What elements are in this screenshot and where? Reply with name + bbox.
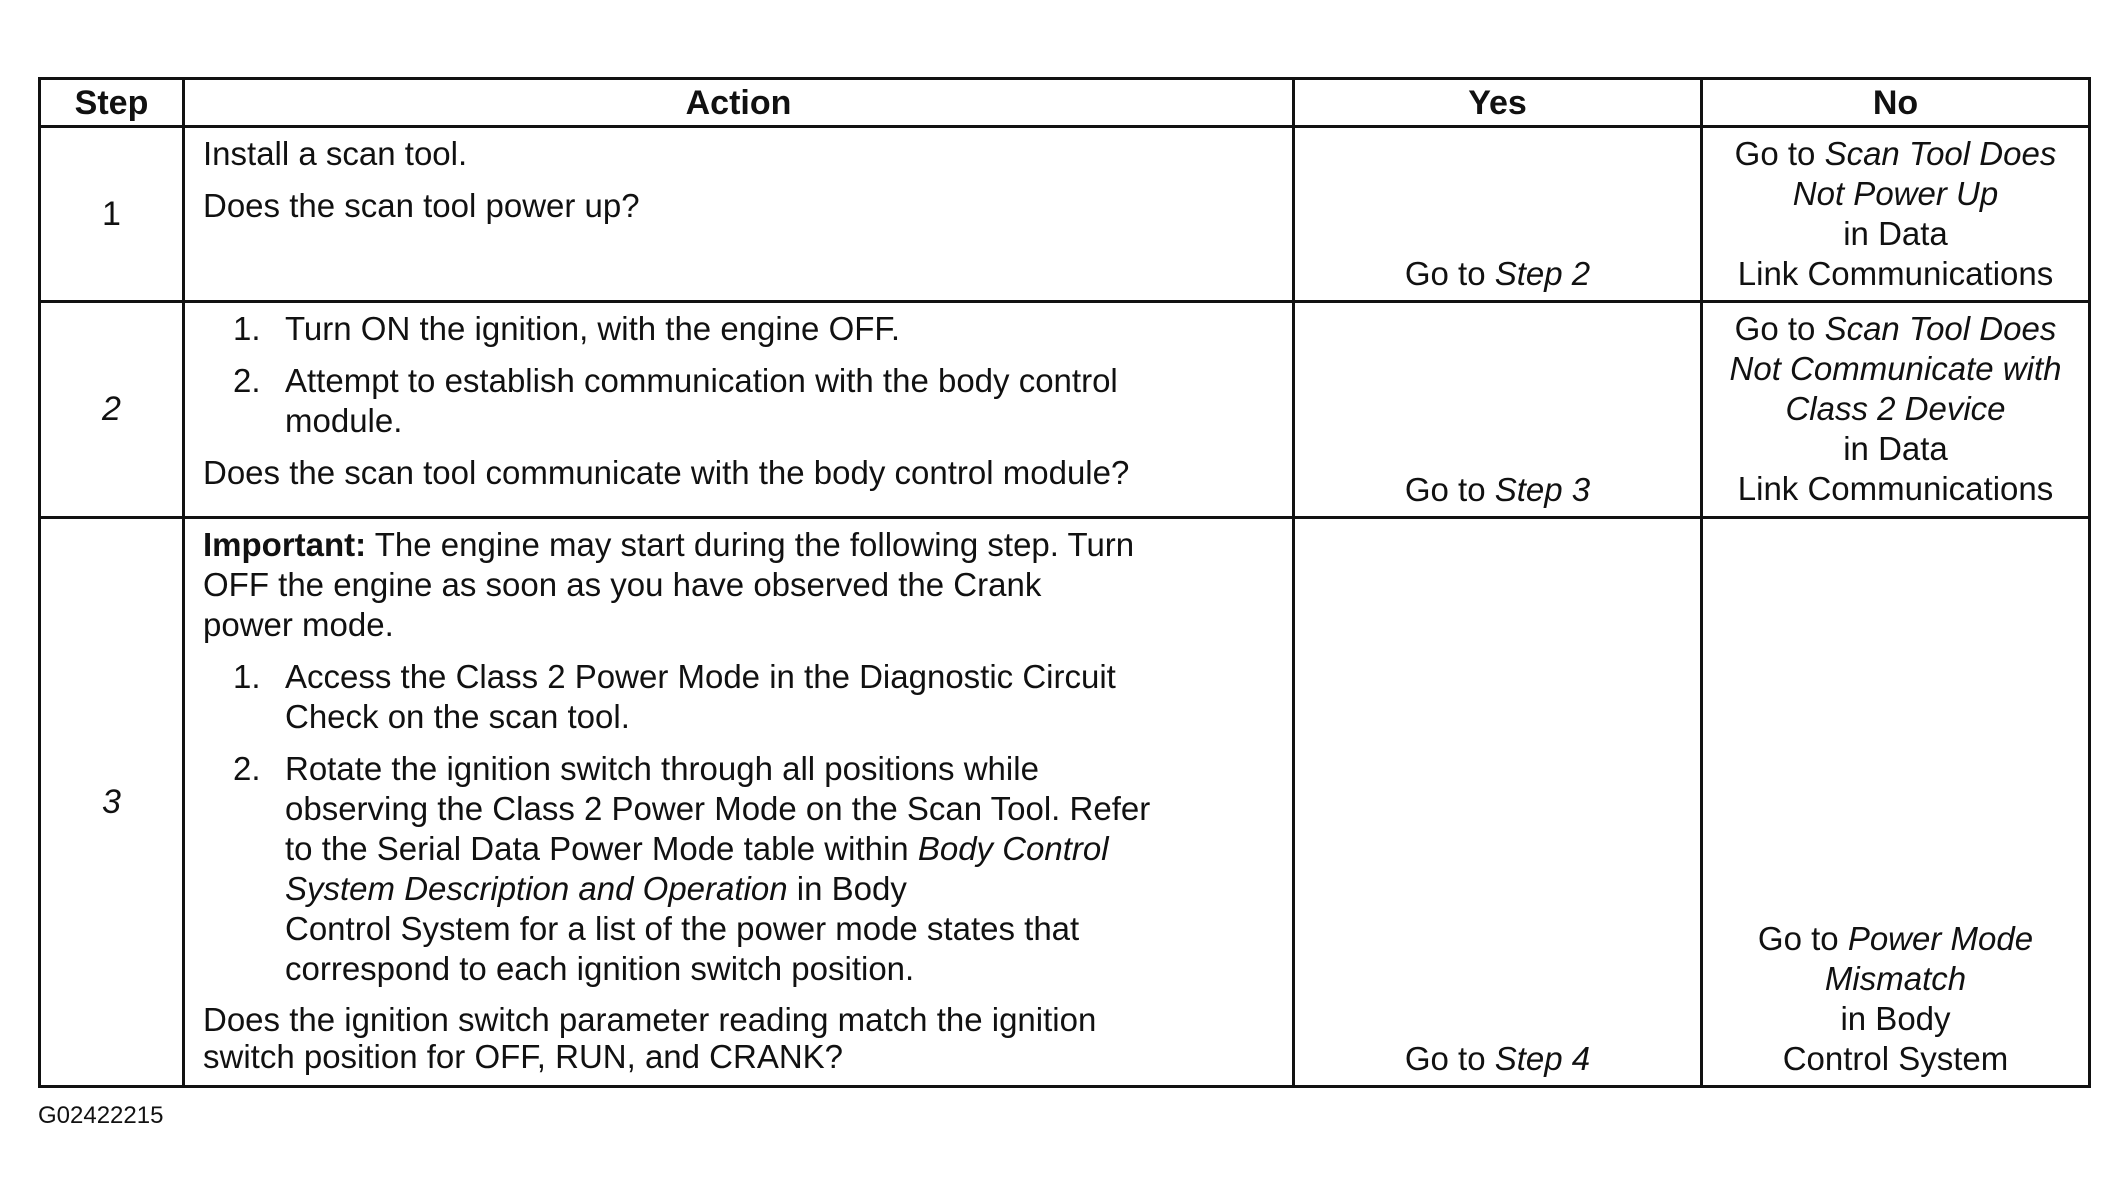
action-item	[233, 309, 1276, 349]
no-target: Scan Tool Does	[1824, 135, 2057, 172]
header-yes: Yes	[1294, 79, 1702, 127]
action-question	[203, 1001, 1276, 1075]
action-question: Does the scan tool power up?	[203, 187, 640, 224]
no-cell	[1702, 518, 2090, 1087]
no-target: Scan Tool Does	[1824, 310, 2057, 347]
item-text	[285, 657, 1276, 737]
action-item	[233, 749, 1276, 989]
important-note	[203, 525, 1276, 645]
item-text-line: Control System for a list of the power mode states that	[285, 910, 1080, 947]
action-cell	[184, 302, 1294, 518]
no-suffix: in Body	[1840, 1000, 1951, 1037]
yes-step-link: Step 2	[1494, 255, 1591, 292]
item-text-line: in Body	[796, 870, 907, 907]
header-step: Step	[40, 79, 184, 127]
item-number: 2.	[233, 750, 261, 787]
important-label: Important:	[203, 526, 367, 563]
no-target: Class 2 Device	[1785, 390, 2006, 427]
item-text: Turn ON the ignition, with the engine OFF.	[285, 310, 901, 347]
important-text: The engine may start during the following step. Turn	[374, 526, 1135, 563]
yes-cell	[1294, 518, 1702, 1087]
no-target: Mismatch	[1824, 960, 1967, 997]
no-suffix: in Data	[1843, 430, 1948, 467]
important-text: power mode.	[203, 606, 394, 643]
no-suffix: Link Communications	[1737, 255, 2054, 292]
item-text-line: module.	[285, 402, 403, 439]
table-row	[40, 518, 2090, 1087]
item-text-line: to the Serial Data Power Mode table within	[285, 830, 909, 867]
table-header-row	[40, 79, 2090, 127]
item-text-line: Attempt to establish communication with the body control	[285, 362, 1118, 399]
item-text-line: Access the Class 2 Power Mode in the Diagnostic Circuit	[285, 658, 1116, 695]
question-line: Does the ignition switch parameter reading match the ignition	[203, 1001, 1097, 1038]
no-prefix: Go to	[1734, 310, 1816, 347]
item-text-ref: System Description and Operation	[285, 870, 788, 907]
step-number: 1	[40, 127, 184, 302]
item-text-line: observing the Class 2 Power Mode on the Scan Tool. Refer	[285, 790, 1151, 827]
item-text-line: Rotate the ignition switch through all positions while	[285, 750, 1039, 787]
item-text	[285, 361, 1276, 441]
no-prefix: Go to	[1734, 135, 1816, 172]
item-text-ref: Body Control	[917, 830, 1109, 867]
yes-cell	[1294, 127, 1702, 302]
item-text	[285, 749, 1276, 989]
table-row	[40, 127, 2090, 302]
no-cell	[1702, 127, 2090, 302]
item-text-line: Check on the scan tool.	[285, 698, 630, 735]
action-item	[233, 361, 1276, 441]
header-no: No	[1702, 79, 2090, 127]
action-line: Install a scan tool.	[203, 135, 468, 172]
action-item	[233, 657, 1276, 737]
no-cell	[1702, 302, 2090, 518]
action-cell	[184, 127, 1294, 302]
yes-step-link: Step 3	[1494, 471, 1591, 508]
no-suffix: in Data	[1843, 215, 1948, 252]
item-number: 2.	[233, 362, 261, 399]
item-text-line: correspond to each ignition switch position.	[285, 950, 915, 987]
diagnostic-table	[38, 77, 2091, 1088]
no-target: Not Power Up	[1792, 175, 1999, 212]
yes-prefix: Go to	[1404, 1040, 1486, 1077]
figure-id: G02422215	[38, 1102, 164, 1129]
table-row	[40, 302, 2090, 518]
no-suffix: Link Communications	[1737, 470, 2054, 507]
header-action: Action	[184, 79, 1294, 127]
yes-step-link: Step 4	[1494, 1040, 1591, 1077]
no-target: Not Communicate with	[1729, 350, 2062, 387]
no-suffix: Control System	[1782, 1040, 2009, 1077]
action-question: Does the scan tool communicate with the body control module?	[203, 454, 1130, 491]
yes-prefix: Go to	[1404, 471, 1486, 508]
yes-prefix: Go to	[1404, 255, 1486, 292]
item-number: 1.	[233, 658, 261, 695]
yes-cell	[1294, 302, 1702, 518]
action-cell	[184, 518, 1294, 1087]
no-target: Power Mode	[1847, 920, 2034, 957]
step-number: 3	[40, 518, 184, 1087]
item-number: 1.	[233, 310, 261, 347]
step-number: 2	[40, 302, 184, 518]
no-prefix: Go to	[1757, 920, 1839, 957]
question-line: switch position for OFF, RUN, and CRANK?	[203, 1038, 844, 1075]
important-text: OFF the engine as soon as you have observed the Crank	[203, 566, 1042, 603]
